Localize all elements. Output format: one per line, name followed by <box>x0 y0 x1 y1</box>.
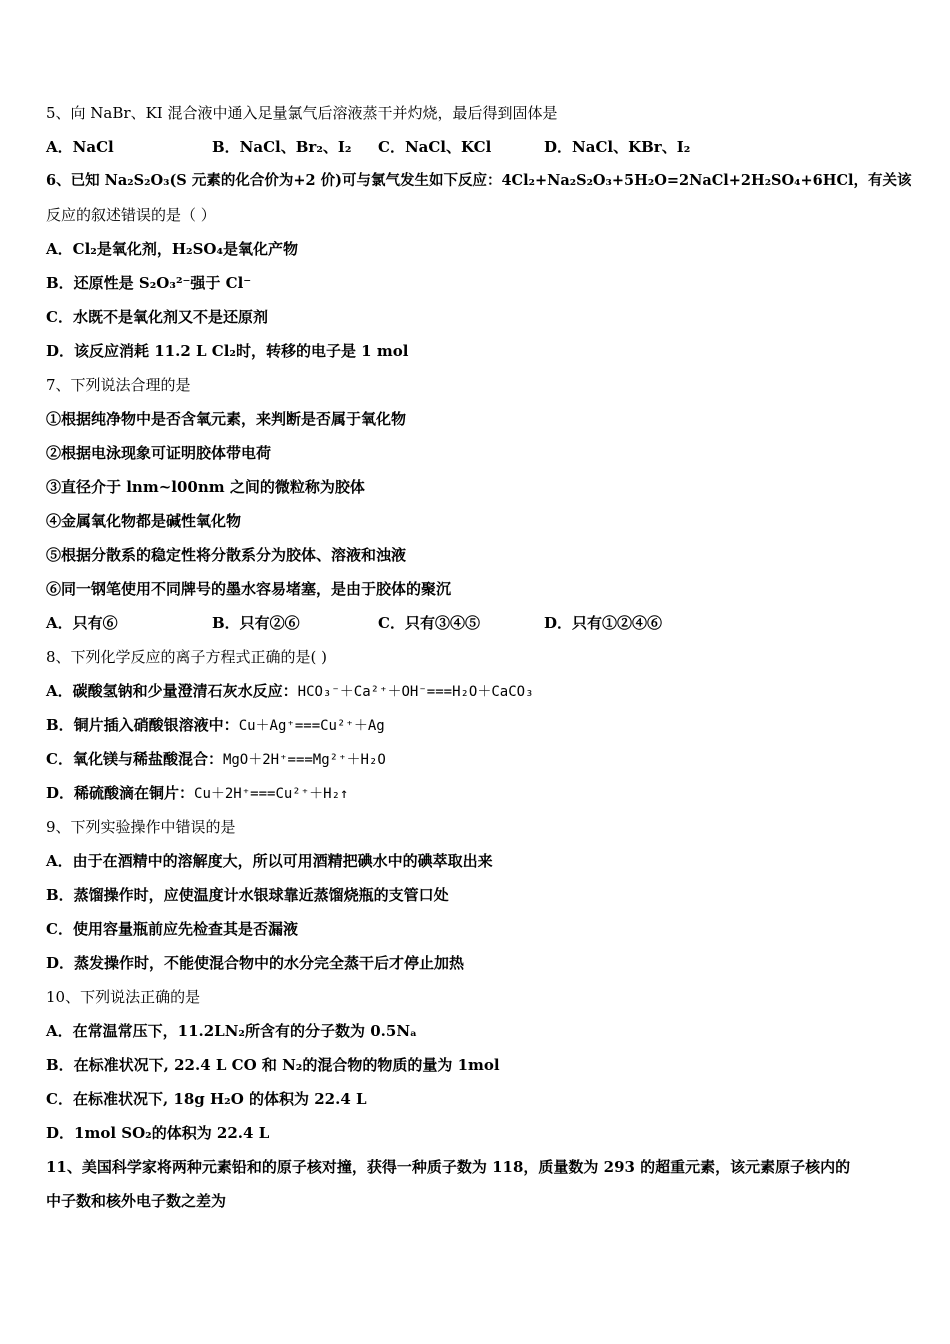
q8-option-a-equation: HCO₃⁻＋Ca²⁺＋OH⁻===H₂O＋CaCO₃ <box>297 684 534 700</box>
q10-option-b: B．在标准状况下, 22.4 L CO 和 N₂的混合物的物质的量为 1mol <box>46 1056 500 1074</box>
q8-option-d <box>46 776 906 810</box>
q7-statement-5: ⑤根据分散系的稳定性将分散系分为胶体、溶液和浊液 <box>46 546 407 564</box>
q7-option-a: A．只有⑥ <box>46 614 118 632</box>
q7-statement-1: ①根据纯净物中是否含氧元素，来判断是否属于氧化物 <box>46 410 407 428</box>
q6-option-d: D．该反应消耗 11.2 L Cl₂时，转移的电子是 1 mol <box>46 342 409 360</box>
q10-option-c: C．在标准状况下, 18g H₂O 的体积为 22.4 L <box>46 1090 367 1108</box>
q7-option-b: B．只有②⑥ <box>212 614 300 632</box>
q7-option-c: C．只有③④⑤ <box>378 614 480 632</box>
q10-option-a: A．在常温常压下，11.2LN₂所含有的分子数为 0.5Nₐ <box>46 1022 418 1040</box>
q5-options <box>46 130 906 164</box>
q6-stem-line2: 反应的叙述错误的是（ ） <box>46 206 216 224</box>
q5-option-d: D．NaCl、KBr、I₂ <box>544 138 691 156</box>
q7-statement-2: ②根据电泳现象可证明胶体带电荷 <box>46 444 272 462</box>
q8-option-a-label: A．碳酸氢钠和少量澄清石灰水反应： <box>46 682 298 700</box>
q9-option-a: A．由于在酒精中的溶解度大，所以可用酒精把碘水中的碘萃取出来 <box>46 852 493 870</box>
q8-option-a <box>46 674 906 708</box>
q6-stem-line1: 6、已知 Na₂S₂O₃(S 元素的化合价为+2 价)可与氯气发生如下反应：4Cl₂+Na₂S₂O₃+5H₂O=2NaCl+2H₂SO₄+6HCl，有关该 <box>46 172 912 189</box>
q5-option-b: B．NaCl、Br₂、I₂ <box>212 138 352 156</box>
q8-option-c <box>46 742 906 776</box>
q7-statement-6: ⑥同一钢笔使用不同牌号的墨水容易堵塞，是由于胶体的聚沉 <box>46 580 452 598</box>
q8-option-b-equation: Cu＋Ag⁺===Cu²⁺＋Ag <box>238 718 385 734</box>
q8-option-d-label: D．稀硫酸滴在铜片： <box>46 784 195 802</box>
q10-option-d: D．1mol SO₂的体积为 22.4 L <box>46 1124 270 1142</box>
exam-page <box>46 96 912 1218</box>
q8-option-b-label: B．铜片插入硝酸银溶液中： <box>46 716 239 734</box>
q7-options <box>46 606 906 640</box>
q11-stem-line1: 11、美国科学家将两种元素铅和的原子核对撞，获得一种质子数为 118，质量数为 293 的超重元素，该元素原子核内的 <box>46 1158 851 1176</box>
q6-option-c: C．水既不是氧化剂又不是还原剂 <box>46 308 268 326</box>
q9-option-b: B．蒸馏操作时，应使温度计水银球靠近蒸馏烧瓶的支管口处 <box>46 886 449 904</box>
q8-option-d-equation: Cu＋2H⁺===Cu²⁺＋H₂↑ <box>194 786 349 802</box>
q5-option-c: C．NaCl、KCl <box>378 138 492 156</box>
q10-stem: 10、下列说法正确的是 <box>46 988 201 1006</box>
q9-stem: 9、下列实验操作中错误的是 <box>46 818 236 836</box>
q7-statement-3: ③直径介于 lnm~l00nm 之间的微粒称为胶体 <box>46 478 365 496</box>
q9-option-d: D．蒸发操作时，不能使混合物中的水分完全蒸干后才停止加热 <box>46 954 465 972</box>
q7-option-d: D．只有①②④⑥ <box>544 614 663 632</box>
q6-option-b: B．还原性是 S₂O₃²⁻强于 Cl⁻ <box>46 274 252 292</box>
q8-stem: 8、下列化学反应的离子方程式正确的是( ) <box>46 648 328 666</box>
q11-stem-line2: 中子数和核外电子数之差为 <box>46 1192 227 1210</box>
q8-option-b <box>46 708 906 742</box>
q7-stem: 7、下列说法合理的是 <box>46 376 191 394</box>
q8-option-c-equation: MgO＋2H⁺===Mg²⁺＋H₂O <box>222 752 386 768</box>
q5-stem: 5、向 NaBr、KI 混合液中通入足量氯气后溶液蒸干并灼烧，最后得到固体是 <box>46 104 558 122</box>
q6-option-a: A．Cl₂是氧化剂，H₂SO₄是氧化产物 <box>46 240 299 258</box>
q9-option-c: C．使用容量瓶前应先检查其是否漏液 <box>46 920 298 938</box>
q7-statement-4: ④金属氧化物都是碱性氧化物 <box>46 512 242 530</box>
q8-option-c-label: C．氧化镁与稀盐酸混合： <box>46 750 223 768</box>
q5-option-a: A．NaCl <box>46 138 114 156</box>
